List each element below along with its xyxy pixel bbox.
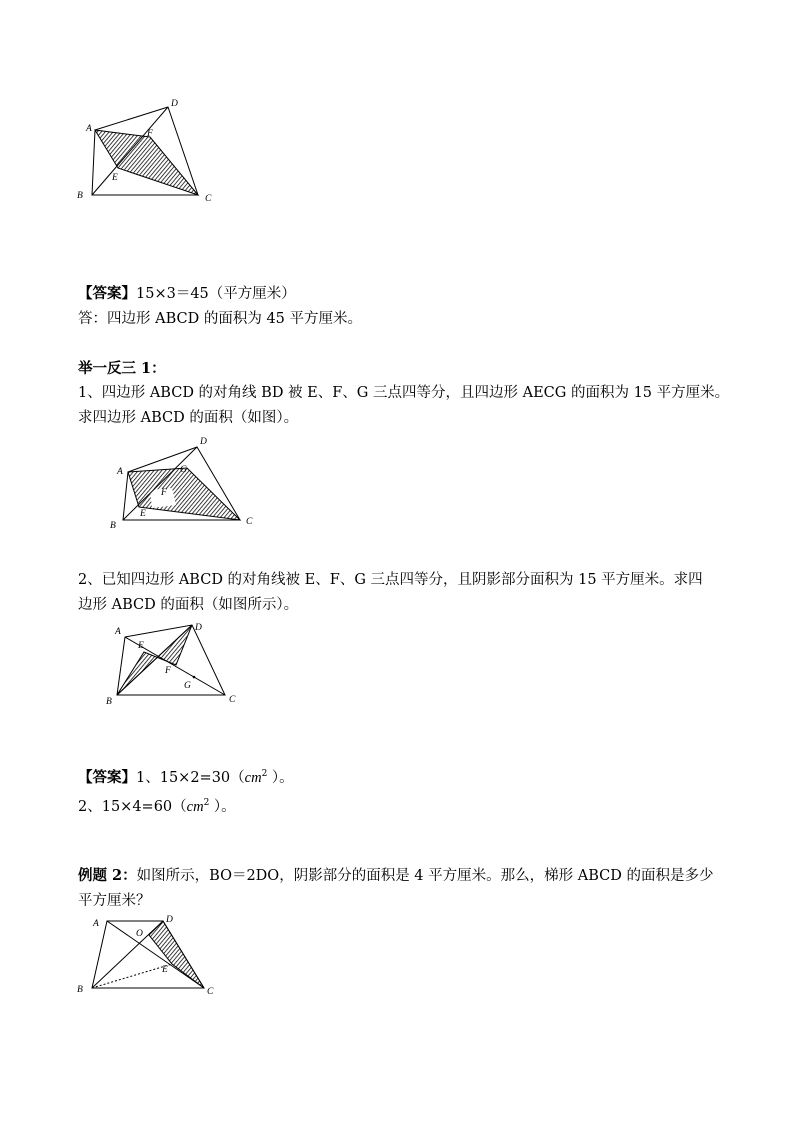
fig2-label-b: B bbox=[110, 521, 116, 531]
fig4-diagonal-bd bbox=[92, 921, 163, 988]
fig3-label-b: B bbox=[106, 697, 112, 707]
fig4-label-a: A bbox=[93, 919, 99, 929]
fig4-label-c: C bbox=[207, 987, 214, 997]
practice-q2-line1: 2、已知四边形 ABCD 的对角线被 E、F、G 三点四等分，且阴影部分面积为 15 平方厘米。求四 bbox=[78, 572, 703, 588]
fig4-label-o: O bbox=[136, 929, 143, 939]
example-2-line1: 如图所示，BO＝2DO，阴影部分的面积是 4 平方厘米。那么，梯形 ABCD 的面积是多少 bbox=[136, 868, 714, 884]
answer-2-line2: 2、15×4=60（ bbox=[78, 798, 187, 815]
fig4-label-e: E bbox=[162, 965, 168, 975]
answer-1-tag: 【答案】 bbox=[78, 285, 136, 302]
fig4-label-b: B bbox=[77, 985, 83, 995]
fig1-label-c: C bbox=[205, 194, 212, 204]
fig1-label-f: F bbox=[147, 129, 153, 139]
fig2-label-g: G bbox=[180, 465, 187, 475]
practice-q1-line2: 求四边形 ABCD 的面积（如图）。 bbox=[78, 410, 299, 426]
fig3-label-c: C bbox=[229, 695, 236, 705]
answer-2-unit-2: cm bbox=[186, 798, 204, 815]
fig3-label-e: E bbox=[138, 641, 144, 651]
fig4-trapezoid bbox=[92, 921, 204, 988]
fig1-label-d: D bbox=[171, 99, 178, 109]
fig2-label-c: C bbox=[246, 517, 253, 527]
answer-1-expr: 15×3＝45（平方厘米） bbox=[136, 286, 296, 302]
fig3-label-d: D bbox=[195, 623, 202, 633]
practice-q1-line1: 1、四边形 ABCD 的对角线 BD 被 E、F、G 三点四等分，且四边形 AECG 的面积为 15 平方厘米。 bbox=[78, 385, 730, 401]
fig4-shaded-region bbox=[149, 921, 204, 988]
answer-2-exp-2: 2 bbox=[203, 797, 210, 808]
fig4-label-d: D bbox=[166, 915, 173, 925]
answer-2-tag: 【答案】 bbox=[78, 768, 136, 786]
fig3-label-g: G bbox=[184, 681, 191, 691]
fig2-label-e: E bbox=[140, 509, 146, 519]
answer-1-reply: 答：四边形 ABCD 的面积为 45 平方厘米。 bbox=[78, 311, 363, 327]
practice-q2-line2: 边形 ABCD 的面积（如图所示）。 bbox=[78, 597, 299, 613]
fig2-label-a: A bbox=[117, 467, 123, 477]
fig1-label-b: B bbox=[77, 191, 83, 201]
answer-2-close-2: ）。 bbox=[209, 798, 236, 815]
fig3-label-f: F bbox=[165, 666, 171, 676]
answer-2-close-1: ）。 bbox=[267, 769, 294, 786]
answer-2-line1: 1、15×2=30（ bbox=[136, 769, 245, 786]
fig2-label-f: F bbox=[161, 488, 167, 498]
fig2-label-d: D bbox=[200, 437, 207, 447]
answer-2-exp-1: 2 bbox=[261, 769, 268, 779]
example-2-tag: 例题 2： bbox=[78, 867, 137, 884]
example-2-line2: 平方厘米？ bbox=[78, 893, 151, 909]
fig1-label-e: E bbox=[112, 173, 118, 183]
answer-2-unit-1: cm bbox=[244, 769, 262, 786]
fig1-label-a: A bbox=[86, 124, 92, 134]
fig3-label-a: A bbox=[115, 627, 121, 637]
practice-heading: 举一反三 1： bbox=[78, 360, 166, 377]
